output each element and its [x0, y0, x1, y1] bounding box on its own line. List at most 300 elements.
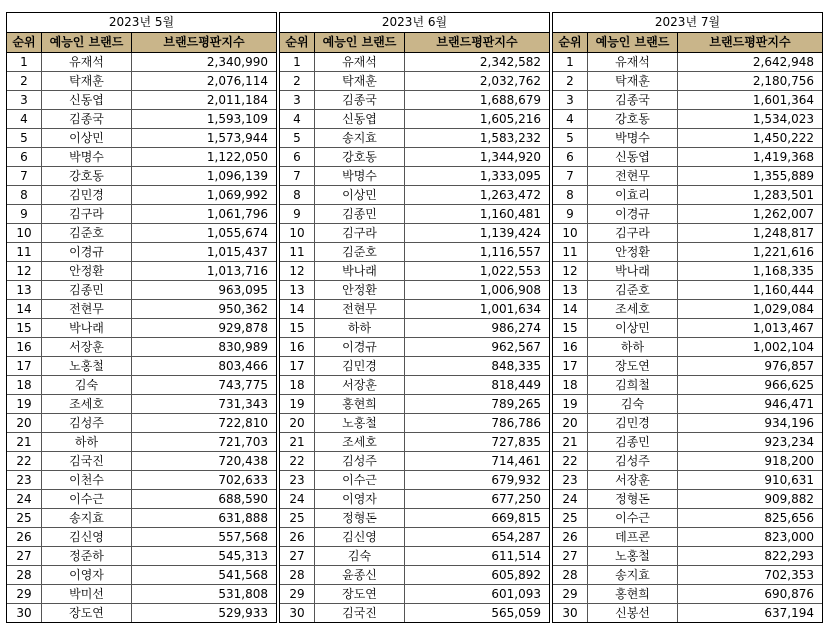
table-row: [7, 91, 276, 110]
index-cell: 702,633: [218, 473, 268, 487]
table-row: [7, 585, 276, 604]
index-cell: 702,353: [764, 568, 814, 582]
table-row: [553, 490, 822, 509]
name-cell: 신동엽: [42, 91, 132, 109]
name-cell: 이수근: [315, 471, 405, 489]
month-title: 2023년 7월: [553, 13, 822, 33]
table-row: [280, 186, 549, 205]
name-cell: 박미선: [42, 585, 132, 603]
rank-cell: 13: [553, 281, 588, 299]
index-cell: 823,000: [764, 530, 814, 544]
index-cell: 1,069,992: [206, 188, 268, 202]
index-cell: 1,013,716: [206, 264, 268, 278]
table-row: [553, 376, 822, 395]
index-cell: 1,168,335: [752, 264, 814, 278]
name-cell: 데프콘: [588, 528, 678, 546]
name-cell: 정준하: [42, 547, 132, 565]
index-cell: 1,419,368: [752, 150, 814, 164]
table-row: [280, 148, 549, 167]
table-row: [553, 509, 822, 528]
name-cell: 김신영: [315, 528, 405, 546]
name-cell: 김성주: [42, 414, 132, 432]
index-cell: 848,335: [491, 359, 541, 373]
table-row: [7, 53, 276, 72]
index-cell: 1,355,889: [752, 169, 814, 183]
name-cell: 김민경: [42, 186, 132, 204]
name-cell: 홍현희: [588, 585, 678, 603]
table-row: [7, 452, 276, 471]
index-cell: 822,293: [764, 549, 814, 563]
table-row: [7, 243, 276, 262]
rank-cell: 8: [280, 186, 315, 204]
table-row: [553, 547, 822, 566]
name-cell: 서장훈: [42, 338, 132, 356]
name-cell: 김구라: [315, 224, 405, 242]
rank-cell: 24: [553, 490, 588, 508]
table-row: [280, 319, 549, 338]
index-cell: 605,892: [491, 568, 541, 582]
rank-cell: 30: [553, 604, 588, 622]
name-cell: 김숙: [315, 547, 405, 565]
rank-cell: 23: [7, 471, 42, 489]
table-row: [553, 585, 822, 604]
index-cell: 1,283,501: [752, 188, 814, 202]
rank-cell: 22: [7, 452, 42, 470]
rank-cell: 2: [280, 72, 315, 90]
name-cell: 윤종신: [315, 566, 405, 584]
index-cell: 1,605,216: [479, 112, 541, 126]
table-row: [280, 395, 549, 414]
rank-cell: 27: [7, 547, 42, 565]
index-cell: 966,625: [764, 378, 814, 392]
name-cell: 송지효: [42, 509, 132, 527]
index-cell: 631,888: [218, 511, 268, 525]
table-row: [553, 414, 822, 433]
rank-cell: 6: [7, 148, 42, 166]
rank-cell: 14: [553, 300, 588, 318]
rank-cell: 19: [280, 395, 315, 413]
index-cell: 1,601,364: [752, 93, 814, 107]
name-cell: 김국진: [42, 452, 132, 470]
index-cell: 688,590: [218, 492, 268, 506]
table-row: [280, 205, 549, 224]
index-cell: 1,096,139: [206, 169, 268, 183]
table-row: [553, 395, 822, 414]
index-cell: 950,362: [218, 302, 268, 316]
rank-cell: 4: [7, 110, 42, 128]
table-row: [280, 262, 549, 281]
index-cell: 1,029,084: [752, 302, 814, 316]
rank-cell: 2: [7, 72, 42, 90]
rank-cell: 28: [553, 566, 588, 584]
index-cell: 1,263,472: [479, 188, 541, 202]
table-row: [553, 604, 822, 622]
name-cell: 김희철: [588, 376, 678, 394]
index-cell: 910,631: [764, 473, 814, 487]
table-row: [7, 604, 276, 622]
header-rank: 순위: [7, 33, 42, 52]
table-header: [280, 33, 549, 53]
table-row: [553, 148, 822, 167]
table-row: [553, 300, 822, 319]
rank-cell: 8: [7, 186, 42, 204]
name-cell: 조세호: [588, 300, 678, 318]
table-row: [7, 72, 276, 91]
rank-cell: 3: [7, 91, 42, 109]
name-cell: 이경규: [315, 338, 405, 356]
index-cell: 1,333,095: [479, 169, 541, 183]
table-row: [280, 357, 549, 376]
index-cell: 654,287: [491, 530, 541, 544]
name-cell: 강호동: [42, 167, 132, 185]
table-row: [280, 471, 549, 490]
rank-cell: 14: [280, 300, 315, 318]
name-cell: 서장훈: [588, 471, 678, 489]
table-row: [7, 319, 276, 338]
table-row: [7, 338, 276, 357]
rank-cell: 9: [553, 205, 588, 223]
index-cell: 1,013,467: [752, 321, 814, 335]
name-cell: 장도연: [315, 585, 405, 603]
name-cell: 노홍철: [315, 414, 405, 432]
table-row: [7, 167, 276, 186]
rank-cell: 25: [553, 509, 588, 527]
table-row: [553, 53, 822, 72]
index-cell: 1,002,104: [752, 340, 814, 354]
index-cell: 1,139,424: [479, 226, 541, 240]
name-cell: 박나래: [588, 262, 678, 280]
rank-cell: 15: [553, 319, 588, 337]
rank-cell: 28: [280, 566, 315, 584]
table-row: [280, 110, 549, 129]
header-rank: 순위: [553, 33, 588, 52]
index-cell: 1,061,796: [206, 207, 268, 221]
name-cell: 장도연: [42, 604, 132, 622]
index-cell: 963,095: [218, 283, 268, 297]
rank-cell: 10: [7, 224, 42, 242]
rank-cell: 17: [280, 357, 315, 375]
name-cell: 박나래: [315, 262, 405, 280]
table-row: [553, 338, 822, 357]
index-cell: 830,989: [218, 340, 268, 354]
name-cell: 신동엽: [315, 110, 405, 128]
name-cell: 김종민: [42, 281, 132, 299]
rank-cell: 3: [280, 91, 315, 109]
rank-cell: 7: [7, 167, 42, 185]
table-row: [553, 224, 822, 243]
rank-cell: 22: [553, 452, 588, 470]
name-cell: 탁재훈: [588, 72, 678, 90]
name-cell: 김준호: [588, 281, 678, 299]
name-cell: 김구라: [588, 224, 678, 242]
index-cell: 825,656: [764, 511, 814, 525]
name-cell: 하하: [315, 319, 405, 337]
table-row: [280, 528, 549, 547]
rank-cell: 14: [7, 300, 42, 318]
index-cell: 1,022,553: [479, 264, 541, 278]
rank-cell: 16: [7, 338, 42, 356]
name-cell: 이상민: [588, 319, 678, 337]
rank-cell: 9: [7, 205, 42, 223]
name-cell: 안정환: [588, 243, 678, 261]
rank-cell: 4: [553, 110, 588, 128]
table-row: [7, 300, 276, 319]
index-cell: 611,514: [491, 549, 541, 563]
name-cell: 김종민: [588, 433, 678, 451]
header-name: 예능인 브랜드: [42, 33, 132, 52]
rank-cell: 19: [7, 395, 42, 413]
name-cell: 유재석: [315, 53, 405, 71]
rank-cell: 23: [553, 471, 588, 489]
rank-cell: 28: [7, 566, 42, 584]
name-cell: 이영자: [315, 490, 405, 508]
table-row: [7, 376, 276, 395]
rank-cell: 6: [280, 148, 315, 166]
index-cell: 545,313: [218, 549, 268, 563]
header-name: 예능인 브랜드: [315, 33, 405, 52]
rank-cell: 1: [7, 53, 42, 71]
name-cell: 김종국: [315, 91, 405, 109]
table-row: [7, 110, 276, 129]
index-cell: 1,534,023: [752, 112, 814, 126]
table-row: [7, 471, 276, 490]
index-cell: 637,194: [764, 606, 814, 620]
name-cell: 이경규: [588, 205, 678, 223]
index-cell: 743,775: [218, 378, 268, 392]
table-row: [280, 566, 549, 585]
index-cell: 1,248,817: [752, 226, 814, 240]
rank-cell: 20: [280, 414, 315, 432]
name-cell: 전현무: [42, 300, 132, 318]
name-cell: 정형돈: [588, 490, 678, 508]
name-cell: 노홍철: [588, 547, 678, 565]
rank-cell: 29: [553, 585, 588, 603]
name-cell: 강호동: [315, 148, 405, 166]
table-row: [280, 433, 549, 452]
name-cell: 김숙: [588, 395, 678, 413]
rank-cell: 26: [7, 528, 42, 546]
rank-cell: 11: [280, 243, 315, 261]
name-cell: 조세호: [42, 395, 132, 413]
header-index: 브랜드평판지수: [436, 35, 518, 49]
rank-cell: 22: [280, 452, 315, 470]
name-cell: 신동엽: [588, 148, 678, 166]
index-cell: 789,265: [491, 397, 541, 411]
rank-cell: 27: [553, 547, 588, 565]
name-cell: 김민경: [588, 414, 678, 432]
table-row: [280, 72, 549, 91]
index-cell: 962,567: [491, 340, 541, 354]
index-cell: 934,196: [764, 416, 814, 430]
rank-cell: 30: [7, 604, 42, 622]
rank-cell: 9: [280, 205, 315, 223]
index-cell: 803,466: [218, 359, 268, 373]
name-cell: 이상민: [42, 129, 132, 147]
table-row: [7, 148, 276, 167]
table-row: [7, 509, 276, 528]
rank-cell: 20: [553, 414, 588, 432]
rank-cell: 25: [7, 509, 42, 527]
rank-cell: 1: [553, 53, 588, 71]
table-row: [7, 205, 276, 224]
table-row: [280, 604, 549, 622]
month-title: 2023년 6월: [280, 13, 549, 33]
index-cell: 601,093: [491, 587, 541, 601]
name-cell: 유재석: [42, 53, 132, 71]
table-row: [7, 566, 276, 585]
rank-cell: 30: [280, 604, 315, 622]
rank-cell: 12: [7, 262, 42, 280]
rank-cell: 26: [280, 528, 315, 546]
rank-cell: 21: [7, 433, 42, 451]
name-cell: 탁재훈: [42, 72, 132, 90]
rank-cell: 15: [7, 319, 42, 337]
name-cell: 조세호: [315, 433, 405, 451]
index-cell: 2,342,582: [479, 55, 541, 69]
rank-cell: 24: [7, 490, 42, 508]
rank-cell: 10: [553, 224, 588, 242]
rank-cell: 15: [280, 319, 315, 337]
index-cell: 565,059: [491, 606, 541, 620]
name-cell: 이수근: [588, 509, 678, 527]
table-header: [553, 33, 822, 53]
table-row: [7, 433, 276, 452]
name-cell: 김종국: [588, 91, 678, 109]
table-row: [7, 262, 276, 281]
table-row: [7, 224, 276, 243]
table-row: [553, 528, 822, 547]
rank-cell: 25: [280, 509, 315, 527]
name-cell: 신봉선: [588, 604, 678, 622]
name-cell: 안정환: [315, 281, 405, 299]
rank-cell: 18: [280, 376, 315, 394]
rank-cell: 5: [7, 129, 42, 147]
table-row: [280, 338, 549, 357]
name-cell: 하하: [42, 433, 132, 451]
index-cell: 1,593,109: [206, 112, 268, 126]
index-cell: 679,932: [491, 473, 541, 487]
table-row: [553, 91, 822, 110]
index-cell: 1,450,222: [752, 131, 814, 145]
index-cell: 1,122,050: [206, 150, 268, 164]
table-row: [7, 129, 276, 148]
index-cell: 1,583,232: [479, 131, 541, 145]
table-row: [280, 91, 549, 110]
name-cell: 김국진: [315, 604, 405, 622]
table-row: [7, 490, 276, 509]
index-cell: 1,160,444: [752, 283, 814, 297]
table-row: [553, 167, 822, 186]
table-row: [280, 243, 549, 262]
table-row: [553, 205, 822, 224]
index-cell: 731,343: [218, 397, 268, 411]
index-cell: 1,573,944: [206, 131, 268, 145]
index-cell: 2,340,990: [206, 55, 268, 69]
name-cell: 김준호: [42, 224, 132, 242]
table-row: [280, 300, 549, 319]
table-row: [7, 186, 276, 205]
name-cell: 김준호: [315, 243, 405, 261]
name-cell: 하하: [588, 338, 678, 356]
index-cell: 1,344,920: [479, 150, 541, 164]
index-cell: 986,274: [491, 321, 541, 335]
index-cell: 2,180,756: [752, 74, 814, 88]
header-index: 브랜드평판지수: [709, 35, 791, 49]
rank-cell: 7: [280, 167, 315, 185]
rank-cell: 8: [553, 186, 588, 204]
name-cell: 박명수: [588, 129, 678, 147]
index-cell: 1,160,481: [479, 207, 541, 221]
name-cell: 유재석: [588, 53, 678, 71]
rank-cell: 2: [553, 72, 588, 90]
name-cell: 김종민: [315, 205, 405, 223]
index-cell: 2,642,948: [752, 55, 814, 69]
table-row: [7, 395, 276, 414]
index-cell: 2,011,184: [206, 93, 268, 107]
index-cell: 1,221,616: [752, 245, 814, 259]
rank-cell: 12: [280, 262, 315, 280]
index-cell: 722,810: [218, 416, 268, 430]
header-index: 브랜드평판지수: [163, 35, 245, 49]
index-cell: 541,568: [218, 568, 268, 582]
header-name: 예능인 브랜드: [588, 33, 678, 52]
name-cell: 박명수: [42, 148, 132, 166]
table-row: [280, 281, 549, 300]
index-cell: 786,786: [491, 416, 541, 430]
name-cell: 박나래: [42, 319, 132, 337]
name-cell: 정형돈: [315, 509, 405, 527]
name-cell: 이상민: [315, 186, 405, 204]
rank-cell: 21: [280, 433, 315, 451]
rank-cell: 29: [280, 585, 315, 603]
table-row: [280, 53, 549, 72]
table-row: [280, 224, 549, 243]
rank-cell: 18: [7, 376, 42, 394]
rank-cell: 18: [553, 376, 588, 394]
index-cell: 721,703: [218, 435, 268, 449]
rank-cell: 5: [280, 129, 315, 147]
table-row: [280, 547, 549, 566]
table-row: [7, 547, 276, 566]
name-cell: 이영자: [42, 566, 132, 584]
index-cell: 714,461: [491, 454, 541, 468]
index-cell: 929,878: [218, 321, 268, 335]
table-row: [553, 319, 822, 338]
index-cell: 818,449: [491, 378, 541, 392]
rank-cell: 23: [280, 471, 315, 489]
rank-cell: 19: [553, 395, 588, 413]
index-cell: 531,808: [218, 587, 268, 601]
table-row: [280, 376, 549, 395]
index-cell: 720,438: [218, 454, 268, 468]
index-cell: 1,006,908: [479, 283, 541, 297]
name-cell: 김숙: [42, 376, 132, 394]
rank-cell: 16: [280, 338, 315, 356]
table-row: [553, 471, 822, 490]
table-row: [553, 262, 822, 281]
header-rank: 순위: [280, 33, 315, 52]
index-cell: 1,262,007: [752, 207, 814, 221]
rank-cell: 17: [7, 357, 42, 375]
name-cell: 장도연: [588, 357, 678, 375]
rank-cell: 3: [553, 91, 588, 109]
index-cell: 2,032,762: [479, 74, 541, 88]
month-table: [552, 12, 823, 623]
table-row: [280, 490, 549, 509]
name-cell: 김민경: [315, 357, 405, 375]
rank-cell: 13: [7, 281, 42, 299]
table-row: [280, 167, 549, 186]
